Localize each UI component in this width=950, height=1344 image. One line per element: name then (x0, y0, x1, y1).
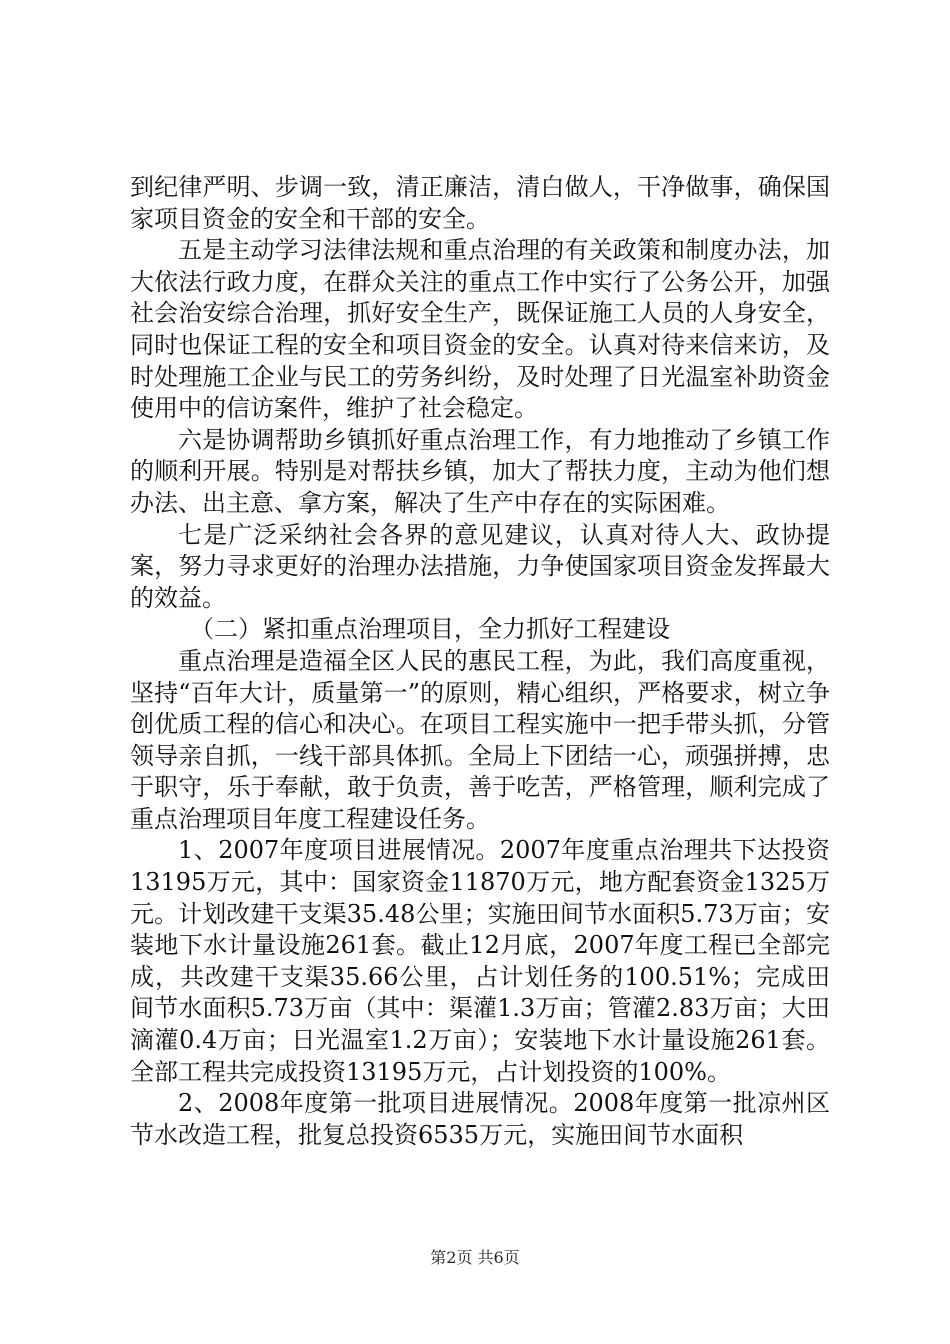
paragraph-item-six: 六是协调帮助乡镇抓好重点治理工作，有力地推动了乡镇工作的顺利开展。特别是对帮扶乡镇，加大了帮扶力度，主动为他们想办法、出主意、拿方案，解决了生产中存在的实际困难。 (130, 425, 830, 517)
section-heading: （二）紧扣重点治理项目，全力抓好工程建设 (190, 615, 670, 644)
paragraph-continuation: 到纪律严明、步调一致，清正廉洁，清白做人，干净做事，确保国家项目资金的安全和干部的安全。 (130, 173, 830, 233)
paragraph-section-intro: 重点治理是造福全区人民的惠民工程，为此，我们高度重视，坚持“百年大计，质量第一”的原则，精心组织，严格要求，树立争创优质工程的信心和决心。在项目工程实施中一把手带头抓，分管领导亲自抓，一线干部具体抓。全局上下团结一心，顽强拼搏，忠于职守，乐于奉献，敢于负责，善于吃苦，严格管理，顺利完成了重点治理项目年度工程建设任务。 (130, 646, 830, 833)
paragraph-item-five: 五是主动学习法律法规和重点治理的有关政策和制度办法，加大依法行政力度，在群众关注的重点工作中实行了公务公开，加强社会治安综合治理，抓好安全生产，既保证施工人员的人身安全，同时也保证工程的安全和项目资金的安全。认真对待来信来访，及时处理施工企业与民工的劳务纠纷，及时处理了日光温室补助资金使用中的信访案件，维护了社会稳定。 (130, 236, 830, 423)
body-text (130, 172, 830, 1151)
paragraph-item-seven: 七是广泛采纳社会各界的意见建议，认真对待人大、政协提案，努力寻求更好的治理办法措施，力争使国家项目资金发挥最大的效益。 (130, 520, 830, 612)
page-footer (0, 1245, 950, 1268)
paragraph-2008-progress: 2、2008年度第一批项目进展情况。2008年度第一批凉州区节水改造工程，批复总投资6535万元，实施田间节水面积 (130, 1089, 830, 1149)
page-number: 第2页 共6页 (430, 1248, 520, 1267)
paragraph-2007-progress: 1、2007年度项目进展情况。2007年度重点治理共下达投资13195万元，其中：国家资金11870万元，地方配套资金1325万元。计划改建干支渠35.48公里；实施田间节水面积5.73万亩；安装地下水计量设施261套。截止12月底，2007年度工程已全部完成，共改建干支渠35.66公里，占计划任务的100.51%；完成田间节水面积5.73万亩（其中：渠灌1.3万亩；管灌2.83万亩；大田滴灌0.4万亩；日光温室1.2万亩）；安装地下水计量设施261套。全部工程共完成投资13195万元，占计划投资的100%。 (130, 836, 830, 1086)
